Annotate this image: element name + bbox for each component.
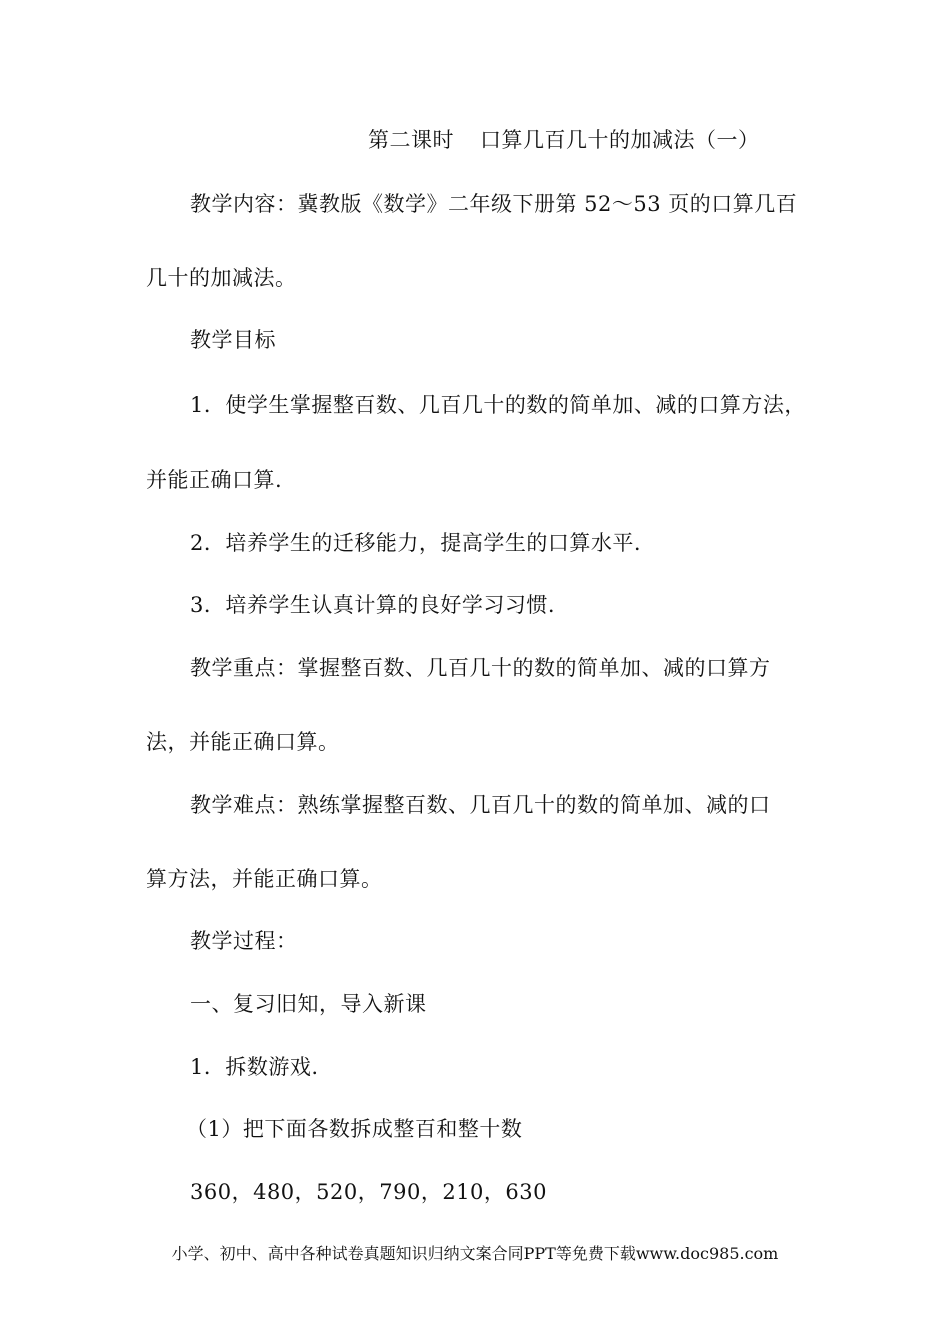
content-line-teaching-content: 教学内容：冀教版《数学》二年级下册第 52～53 页的口算几百 bbox=[190, 192, 798, 216]
process-item-split-game: 1．拆数游戏. bbox=[190, 1055, 319, 1079]
lesson-title bbox=[368, 126, 760, 154]
content-line-teaching-content-cont: 几十的加减法。 bbox=[146, 266, 297, 290]
objective-1-cont: 并能正确口算. bbox=[146, 468, 283, 492]
page-footer: 小学、初中、高中各种试卷真题知识归纳文案合同PPT等免费下载www.doc985.com bbox=[171, 1244, 779, 1263]
section-heading-process: 教学过程： bbox=[190, 929, 298, 953]
teaching-key-point: 教学重点：掌握整百数、几百几十的数的简单加、减的口算方 bbox=[190, 656, 771, 680]
objective-1: 1．使学生掌握整百数、几百几十的数的简单加、减的口算方法， bbox=[190, 393, 806, 417]
section-heading-objectives: 教学目标 bbox=[190, 328, 276, 352]
number-list: 360，480，520，790，210，630 bbox=[190, 1180, 547, 1204]
objective-2: 2．培养学生的迁移能力，提高学生的口算水平. bbox=[190, 531, 642, 555]
teaching-difficulty: 教学难点：熟练掌握整百数、几百几十的数的简单加、减的口 bbox=[190, 793, 771, 817]
objective-3: 3．培养学生认真计算的良好学习习惯. bbox=[190, 593, 556, 617]
teaching-key-point-cont: 法，并能正确口算。 bbox=[146, 730, 340, 754]
process-subitem-1: （1）把下面各数拆成整百和整十数 bbox=[186, 1117, 523, 1141]
process-step-1: 一、复习旧知，导入新课 bbox=[190, 992, 427, 1016]
lesson-number: 第二课时 bbox=[368, 128, 454, 152]
teaching-difficulty-cont: 算方法，并能正确口算。 bbox=[146, 867, 383, 891]
lesson-topic: 口算几百几十的加减法（一） bbox=[480, 128, 760, 152]
